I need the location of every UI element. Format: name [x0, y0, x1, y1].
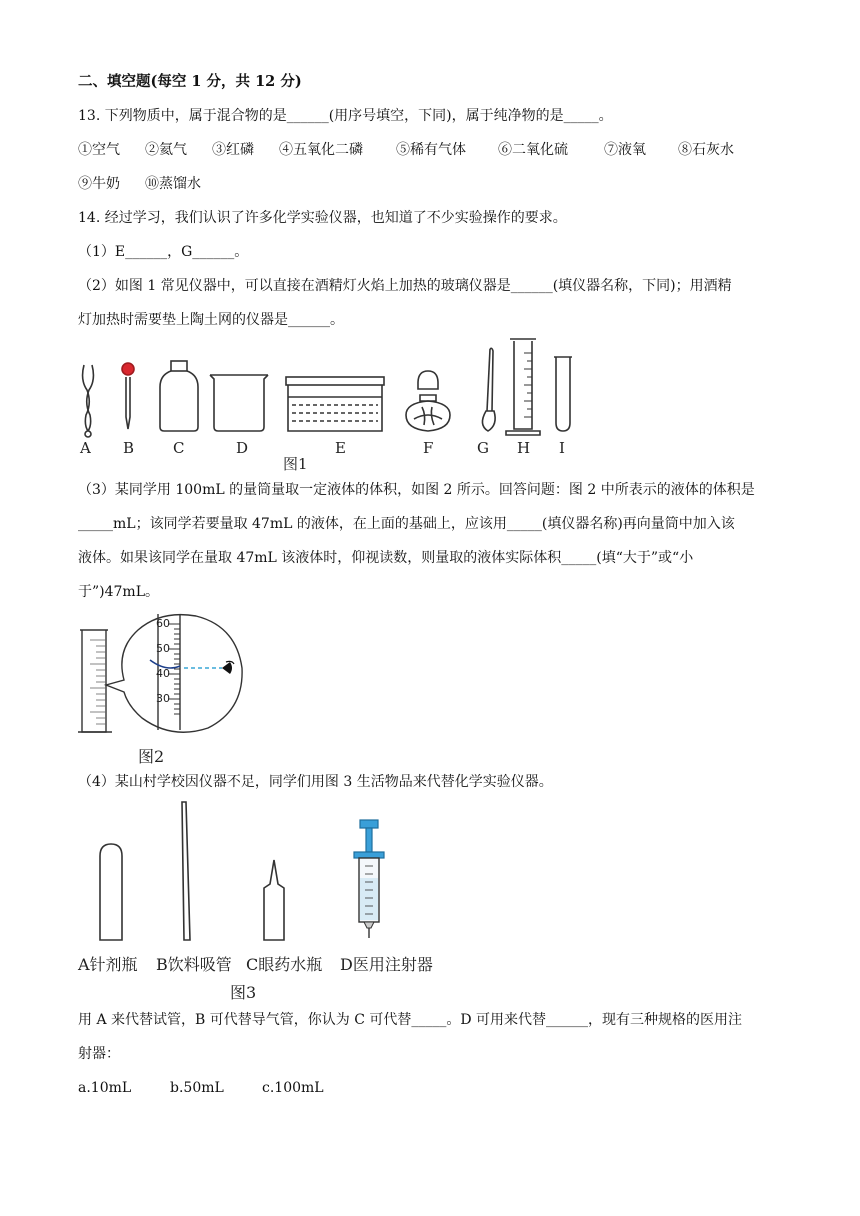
q14-part4-text-line1: 用 A 来代替试管，B 可代替导气管，你认为 C 可代替_____。D 可用来代替______，现有三种规格的医用注 — [78, 1012, 743, 1028]
fig1-label-a: A — [80, 439, 91, 457]
fig1-label-i: I — [559, 439, 565, 457]
figure-3 — [78, 800, 458, 1005]
q14-part3-line3: 液体。如果该同学在量取 47mL 该液体时，仰视读数，则量取的液体实际体积_____(填“大于”或“小 — [78, 550, 694, 566]
q13-option: ⑩蒸馏水 — [145, 176, 201, 192]
syringe-size-options — [78, 1078, 324, 1098]
q14-part1: （1）E______，G______。 — [78, 244, 249, 260]
q14-part3-line2: _____mL；该同学若要量取 47mL 的液体，在上面的基础上，应该用_____(填仪器名称)再向量筒中加入该 — [78, 516, 735, 532]
fig3-caption: 图3 — [230, 983, 257, 1002]
q14-part2-line1: （2）如图 1 常见仪器中，可以直接在酒精灯火焰上加热的玻璃仪器是______(填仪器名称，下同)；用酒精 — [78, 278, 732, 294]
fig1-label-h: H — [517, 439, 531, 457]
syringe-size-option: b.50mL — [170, 1080, 224, 1096]
q13-option: ②氦气 — [145, 142, 187, 158]
q14-stem: 14. 经过学习，我们认识了许多化学实验仪器，也知道了不少实验操作的要求。 — [78, 210, 567, 226]
fig3-label-b: B饮料吸管 — [156, 955, 232, 974]
fig1-label-e: E — [335, 439, 346, 457]
q13-option: ⑨牛奶 — [78, 176, 120, 192]
syringe-icon — [354, 820, 384, 938]
straw-icon — [182, 802, 190, 940]
q13-option: ⑦液氧 — [604, 142, 646, 158]
q13-options-row2 — [78, 174, 201, 194]
fig1-label-f: F — [423, 439, 434, 457]
q14-part2-line2: 灯加热时需要垫上陶土网的仪器是______。 — [78, 312, 344, 328]
test-tube-icon — [554, 357, 572, 431]
q13-option: ③红磷 — [212, 142, 254, 158]
figure-3-drawing — [78, 800, 458, 945]
q14-part3-line1: （3）某同学用 100mL 的量筒量取一定液体的体积，如图 2 所示。回答问题：图 2 中所表示的液体的体积是 — [78, 482, 755, 498]
medicine-spoon-icon — [482, 348, 495, 431]
q13-option: ⑥二氧化硫 — [498, 142, 568, 158]
q13-stem: 13. 下列物质中，属于混合物的是______(用序号填空，下同)，属于纯净物的是_____。 — [78, 108, 613, 124]
q13-option: ⑤稀有气体 — [396, 142, 466, 158]
q13-options-row1 — [78, 140, 734, 160]
figure-2-drawing — [76, 610, 256, 740]
fig3-label-c: C眼药水瓶 — [246, 955, 323, 974]
syringe-size-option: c.100mL — [262, 1080, 324, 1096]
graduated-cylinder-icon — [506, 339, 540, 435]
q14-part4: （4）某山村学校因仪器不足，同学们用图 3 生活物品来代替化学实验仪器。 — [78, 774, 553, 790]
fig1-label-g: G — [477, 439, 489, 457]
fig1-label-c: C — [173, 439, 185, 457]
figure-1-drawing — [74, 335, 594, 475]
crucible-tongs-icon — [83, 365, 94, 437]
figure-1 — [74, 335, 594, 475]
reagent-bottle-icon — [160, 361, 198, 431]
section-title: 二、填空题(每空 1 分，共 12 分) — [78, 73, 302, 90]
fig1-label-b: B — [123, 439, 135, 457]
figure-2 — [76, 610, 256, 766]
fig2-caption: 图2 — [138, 747, 165, 766]
q13-option: ⑧石灰水 — [678, 142, 734, 158]
fig1-caption: 图1 — [283, 455, 308, 473]
fig3-label-d: D医用注射器 — [340, 955, 433, 974]
fig3-label-a: A针剂瓶 — [78, 955, 138, 974]
fig2-tick-50: 50 — [156, 642, 170, 655]
ampoule-icon — [100, 844, 122, 940]
q14-part3-line4: 于”)47mL。 — [78, 584, 160, 600]
q14-part4-text-line2: 射器： — [78, 1046, 120, 1062]
fig2-tick-40: 40 — [156, 667, 170, 680]
fig1-label-d: D — [236, 439, 249, 457]
eye-drop-bottle-icon — [264, 860, 284, 940]
fig2-tick-30: 30 — [156, 692, 170, 705]
alcohol-lamp-icon — [406, 371, 450, 431]
dropper-icon — [122, 363, 134, 429]
eye-icon — [222, 661, 234, 674]
fig2-tick-60: 60 — [156, 617, 170, 630]
beaker-icon — [210, 375, 268, 431]
syringe-size-option: a.10mL — [78, 1080, 132, 1096]
water-trough-icon — [286, 377, 384, 431]
q13-option: ④五氧化二磷 — [279, 142, 363, 158]
q13-option: ①空气 — [78, 142, 120, 158]
